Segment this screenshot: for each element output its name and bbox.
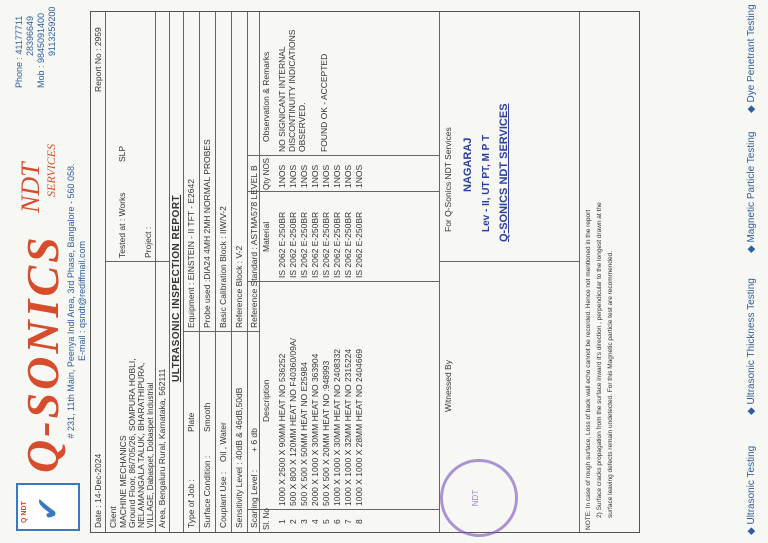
footer-service-2 bbox=[746, 278, 757, 415]
row-material: IS 2062 E-250BR bbox=[332, 211, 342, 278]
reference-standard: Reference Standard : ASTMA578 LEVEL B bbox=[249, 165, 259, 328]
diamond-icon: ◆ bbox=[746, 404, 757, 415]
for-company: For Q-Sonics NDT Services bbox=[443, 127, 453, 232]
remark-line-5: FOUND OK - ACCEPTED bbox=[319, 53, 329, 152]
signer-level: Lev - II, UT PT, M P T bbox=[481, 134, 492, 232]
remark-line-2: DISCONTINUITY INDICATIONS bbox=[287, 29, 297, 152]
row-material: IS 2062 E-250BR bbox=[288, 211, 298, 278]
client-line-4: VILLAGE, Dabaspet, Dobaspet Industrial bbox=[146, 382, 155, 528]
company-address bbox=[66, 121, 88, 481]
note-line-2: 2) Surface cracks propagation from the surface inward it's direction , perpendicular to the longest drawn at the bbox=[596, 202, 603, 518]
phone-2: 28396649 bbox=[25, 15, 35, 56]
remark-line-3: OBSERVED. bbox=[297, 102, 307, 152]
row-qty: 1NOS bbox=[332, 164, 342, 188]
reference-block: Reference Block : V-2 bbox=[234, 245, 244, 328]
row-material: IS 2062 E-250BR bbox=[321, 211, 331, 278]
report-number: Report No : 2959 bbox=[93, 27, 103, 92]
client-label: Client bbox=[108, 506, 118, 528]
row-description: 500 X 500 X 50MM HEAT NO E25984 bbox=[299, 362, 309, 506]
note-line-3: surface leaving defects remain undetected. For this Magnetic particle test are recommended. bbox=[607, 251, 614, 518]
client-line-2: Ground Floor, 86/705/26, SOMPURA HOBLI, bbox=[127, 358, 137, 528]
row-number: 3 bbox=[299, 519, 309, 524]
footer-service-label: Ultrasonic Testing bbox=[746, 445, 757, 525]
row-number: 6 bbox=[332, 519, 342, 524]
calibration-block: Basic Calibration Block : IIW/V-2 bbox=[218, 206, 228, 328]
footer-service-4 bbox=[746, 4, 757, 113]
report-title: ULTRASONIC INSPECTION REPORT bbox=[171, 194, 182, 382]
col-header-material: Material bbox=[261, 221, 271, 252]
report-date: Date : 14-Dec-2024 bbox=[93, 453, 103, 528]
equipment: Equipment : EINSTEIN - II TFT - E2642 bbox=[186, 179, 196, 328]
row-number: 2 bbox=[288, 519, 298, 524]
client-line-1: MACHINE MECHANICS bbox=[118, 435, 128, 528]
email-line: E-mail : qsndt@rediffmail.com bbox=[77, 241, 87, 362]
row-qty: 1NOS bbox=[299, 164, 309, 188]
couplant-value: Oil , Water bbox=[218, 422, 228, 462]
witnessed-by: Witnessed By bbox=[443, 360, 453, 412]
mob-1: Mob : 9845091400 bbox=[36, 12, 46, 88]
row-material: IS 2062 E-250BR bbox=[277, 211, 287, 278]
row-material: IS 2062 E-250BR bbox=[299, 211, 309, 278]
row-description: 1000 X 1000 X 28MM HEAT NO 2404669 bbox=[354, 348, 364, 506]
remark-line-1: NO SIGNICANT INTERNAL bbox=[277, 46, 287, 152]
note-line-1: NOTE: In case of rough surface, Loss of back wall echo cannot be recorded. Hence not mentioned in the report bbox=[585, 209, 592, 530]
col-header-slno: Sl. No bbox=[262, 508, 271, 530]
surface-condition-label: Surface Condition : bbox=[202, 455, 212, 528]
diamond-icon: ◆ bbox=[746, 524, 757, 535]
brand-ndt: NDT bbox=[16, 162, 45, 213]
col-header-qty: Qty NOS bbox=[262, 157, 271, 190]
row-description: 1000 X 1000 X 32MM HEAT NO 2315224 bbox=[343, 348, 353, 506]
couplant-label: Couplant Use : bbox=[218, 471, 228, 528]
col-header-remarks: Observation & Remarks bbox=[261, 51, 271, 142]
row-qty: 1NOS bbox=[321, 164, 331, 188]
row-description: 1000 X 1000 X 30MM HEAT NO 2408332 bbox=[332, 348, 342, 506]
row-qty: 1NOS bbox=[310, 164, 320, 188]
row-description: 1000 X 2500 X 90MM HEAT NO 536252 bbox=[277, 353, 287, 506]
row-description: 2000 X 1000 X 30MM HEAT NO 363904 bbox=[310, 353, 320, 506]
company-stamp bbox=[440, 459, 518, 537]
row-number: 7 bbox=[343, 519, 353, 524]
mob-2: 9113259200 bbox=[47, 6, 57, 56]
footer-service-1 bbox=[746, 446, 757, 535]
tested-at-label: Tested at : Works bbox=[117, 192, 127, 258]
checkmark-icon: ✔ bbox=[32, 495, 65, 521]
footer-service-label: Ultrasonic Thickness Testing bbox=[746, 278, 757, 405]
row-qty: 1NOS bbox=[343, 164, 353, 188]
stamp-text: NDT bbox=[471, 489, 480, 507]
type-of-job-label: Type of Job : bbox=[186, 479, 196, 528]
row-number: 1 bbox=[277, 519, 287, 524]
row-number: 5 bbox=[321, 519, 331, 524]
address-line: # 231, 11th Main, Peenya Indl Area, 3rd Phase, Bangalore - 560 058. bbox=[66, 163, 76, 439]
contact-numbers bbox=[14, 4, 58, 88]
row-number: 4 bbox=[310, 519, 320, 524]
row-qty: 1NOS bbox=[277, 164, 287, 188]
phone-1: Phone : 41177711 bbox=[14, 15, 24, 88]
row-material: IS 2062 E-250BR bbox=[343, 211, 353, 278]
diamond-icon: ◆ bbox=[746, 242, 757, 253]
sensitivity-level: Sensitivity Level : 40dB & 46dB,50dB bbox=[234, 387, 244, 528]
project-label: Project : bbox=[143, 226, 153, 258]
col-header-description: Description bbox=[261, 379, 271, 422]
services-footer bbox=[738, 0, 768, 543]
signer-company: Q-SONICS NDT SERVICES bbox=[498, 103, 510, 242]
surface-condition-value: Smooth bbox=[202, 402, 212, 432]
row-material: IS 2062 E-250BR bbox=[354, 211, 364, 278]
row-qty: 1NOS bbox=[354, 164, 364, 188]
footer-service-label: Magnetic Particle Testing bbox=[746, 131, 757, 243]
client-line-5: Area, Bengaluru Rural, Karnataka, 562111 bbox=[157, 368, 167, 528]
row-description: 500 X 800 X 120MM HEAT NO F40360/09A/ bbox=[288, 338, 298, 506]
logo-mini-text: Q NDT bbox=[21, 501, 28, 523]
report-table bbox=[90, 11, 640, 533]
footer-service-3 bbox=[746, 132, 757, 253]
client-line-3: NELAMANGALA TALUK, BHARATHIPURA, bbox=[136, 362, 146, 528]
footer-service-label: Dye Penetrant Testing bbox=[746, 4, 757, 103]
brand-services: SERVICES bbox=[44, 143, 58, 197]
row-qty: 1NOS bbox=[288, 164, 298, 188]
company-logo bbox=[16, 483, 80, 531]
signer-name: NAGARAJ bbox=[462, 137, 474, 192]
tested-at-value: SLP bbox=[117, 145, 127, 162]
brand-name: Q-SONICS bbox=[17, 234, 68, 473]
diamond-icon: ◆ bbox=[746, 102, 757, 113]
probe-used: Probe used :DIA24 4MH 2MH NORMAL PROBES bbox=[202, 139, 212, 328]
scanning-level-value: + 6 db bbox=[249, 428, 259, 452]
row-material: IS 2062 E-250BR bbox=[310, 211, 320, 278]
type-of-job-value: Plate bbox=[186, 412, 196, 432]
row-description: 500 X 500 X 20MM HEAT NO :948993 bbox=[321, 360, 331, 506]
scanning-level-label: Scaning Level : bbox=[249, 469, 259, 528]
row-number: 8 bbox=[354, 519, 364, 524]
